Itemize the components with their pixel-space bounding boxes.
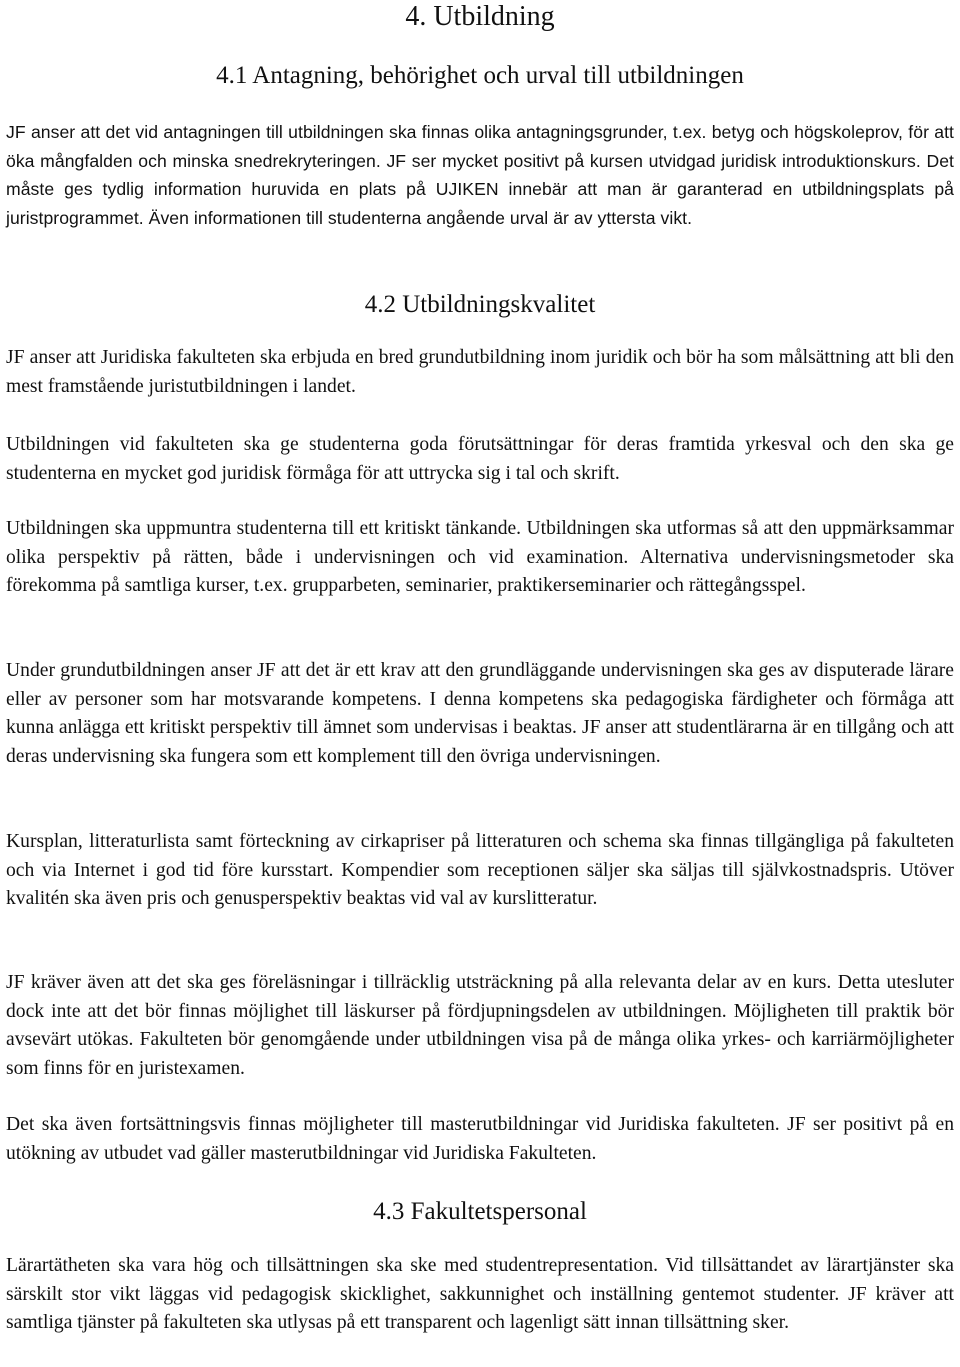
paragraph-larare-kompetens: Under grundutbildningen anser JF att det är ett krav att den grundläggande undervisningen ska ges av disputerade lärare eller av personer som har motsvarande kompetens. I denna kompetens ska pedagogiska färdigheter och förmåga att kunna anlägga ett kritiskt perspektiv till ämnet som undervisas i beaktas. JF anser att studentlärarna är en tillgång och att deras undervisning ska fungera som ett komplement till den övriga undervisningen.	[6, 660, 954, 767]
section-heading-4-3: 4.3 Fakultetspersonal	[373, 1198, 587, 1225]
paragraph-grundutbildning: JF anser att Juridiska fakulteten ska erbjuda en bred grundutbildning inom juridik och bör ha som målsättning att bli den mest framstående juristutbildningen i landet.	[6, 347, 954, 397]
section-heading-4-2: 4.2 Utbildningskvalitet	[364, 291, 596, 318]
chapter-title: 4. Utbildning	[405, 1, 555, 32]
paragraph-forelasningar: JF kräver även att det ska ges föreläsningar i tillräcklig utsträckning på alla relevanta delar av en kurs. Detta utesluter dock inte att det bör finnas möjlighet till läskurser på fördjupningsdelen av utbildningen. Möjligheten till praktik bör avsevärt utökas. Fakulteten bör genomgående under utbildningen visa på de många olika yrkes- och karriärmöjligheter som finns för en juristexamen.	[6, 972, 954, 1079]
section-heading-4-1: 4.1 Antagning, behörighet och urval till utbildningen	[216, 62, 744, 89]
paragraph-yrkesval: Utbildningen vid fakulteten ska ge studenterna goda förutsättningar för deras framtida yrkesval och den ska ge studenterna en mycket god juridisk förmåga för att uttrycka sig i tal och skrift.	[6, 434, 954, 484]
paragraph-kursplan: Kursplan, litteraturlista samt förteckning av cirkapriser på litteraturen och schema ska finnas tillgängliga på fakulteten och via Internet i god tid före kursstart. Kompendier som receptionen säljer ska säljas till självkostnadspris. Utöver kvalitén ska även pris och genusperspektiv beaktas vid val av kurslitteratur.	[6, 831, 954, 910]
paragraph-masterutbildningar: Det ska även fortsättningsvis finnas möjligheter till masterutbildningar vid Juridiska fakulteten. JF ser positivt på en utökning av utbudet vad gäller masterutbildningar vid Juridiska Fakulteten.	[6, 1114, 954, 1164]
paragraph-antagning: JF anser att det vid antagningen till utbildningen ska finnas olika antagningsgrunder, t.ex. betyg och högskoleprov, för att öka mångfalden och minska snedrekryteringen. JF ser mycket positivt på kursen utvidgad juridisk introduktionskurs. Det måste ges tydlig information huruvida en plats på UJIKEN innebär att man är garanterad en utbildningsplats på juristprogrammet. Även informationen till studenterna angående urval är av yttersta vikt.	[6, 122, 954, 228]
paragraph-lararatthet: Lärartätheten ska vara hög och tillsättningen ska ske med studentrepresentation. Vid tillsättandet av lärartjänster ska särskilt stor vikt läggas vid pedagogisk skicklighet, sakkunnighet och inställning gentemot studenter. JF kräver att samtliga tjänster på fakulteten ska utlysas på ett transparent och lagenligt sätt innan tillsättning sker.	[6, 1255, 954, 1334]
paragraph-kritiskt-tankande: Utbildningen ska uppmuntra studenterna till ett kritiskt tänkande. Utbildningen ska utformas så att den uppmärksammar olika perspektiv på rätten, både i undervisningen och vid examination. Alternativa undervisningsmetoder ska förekomma på samtliga kurser, t.ex. grupparbeten, seminarier, praktikerseminarier och rättegångsspel.	[6, 518, 954, 597]
